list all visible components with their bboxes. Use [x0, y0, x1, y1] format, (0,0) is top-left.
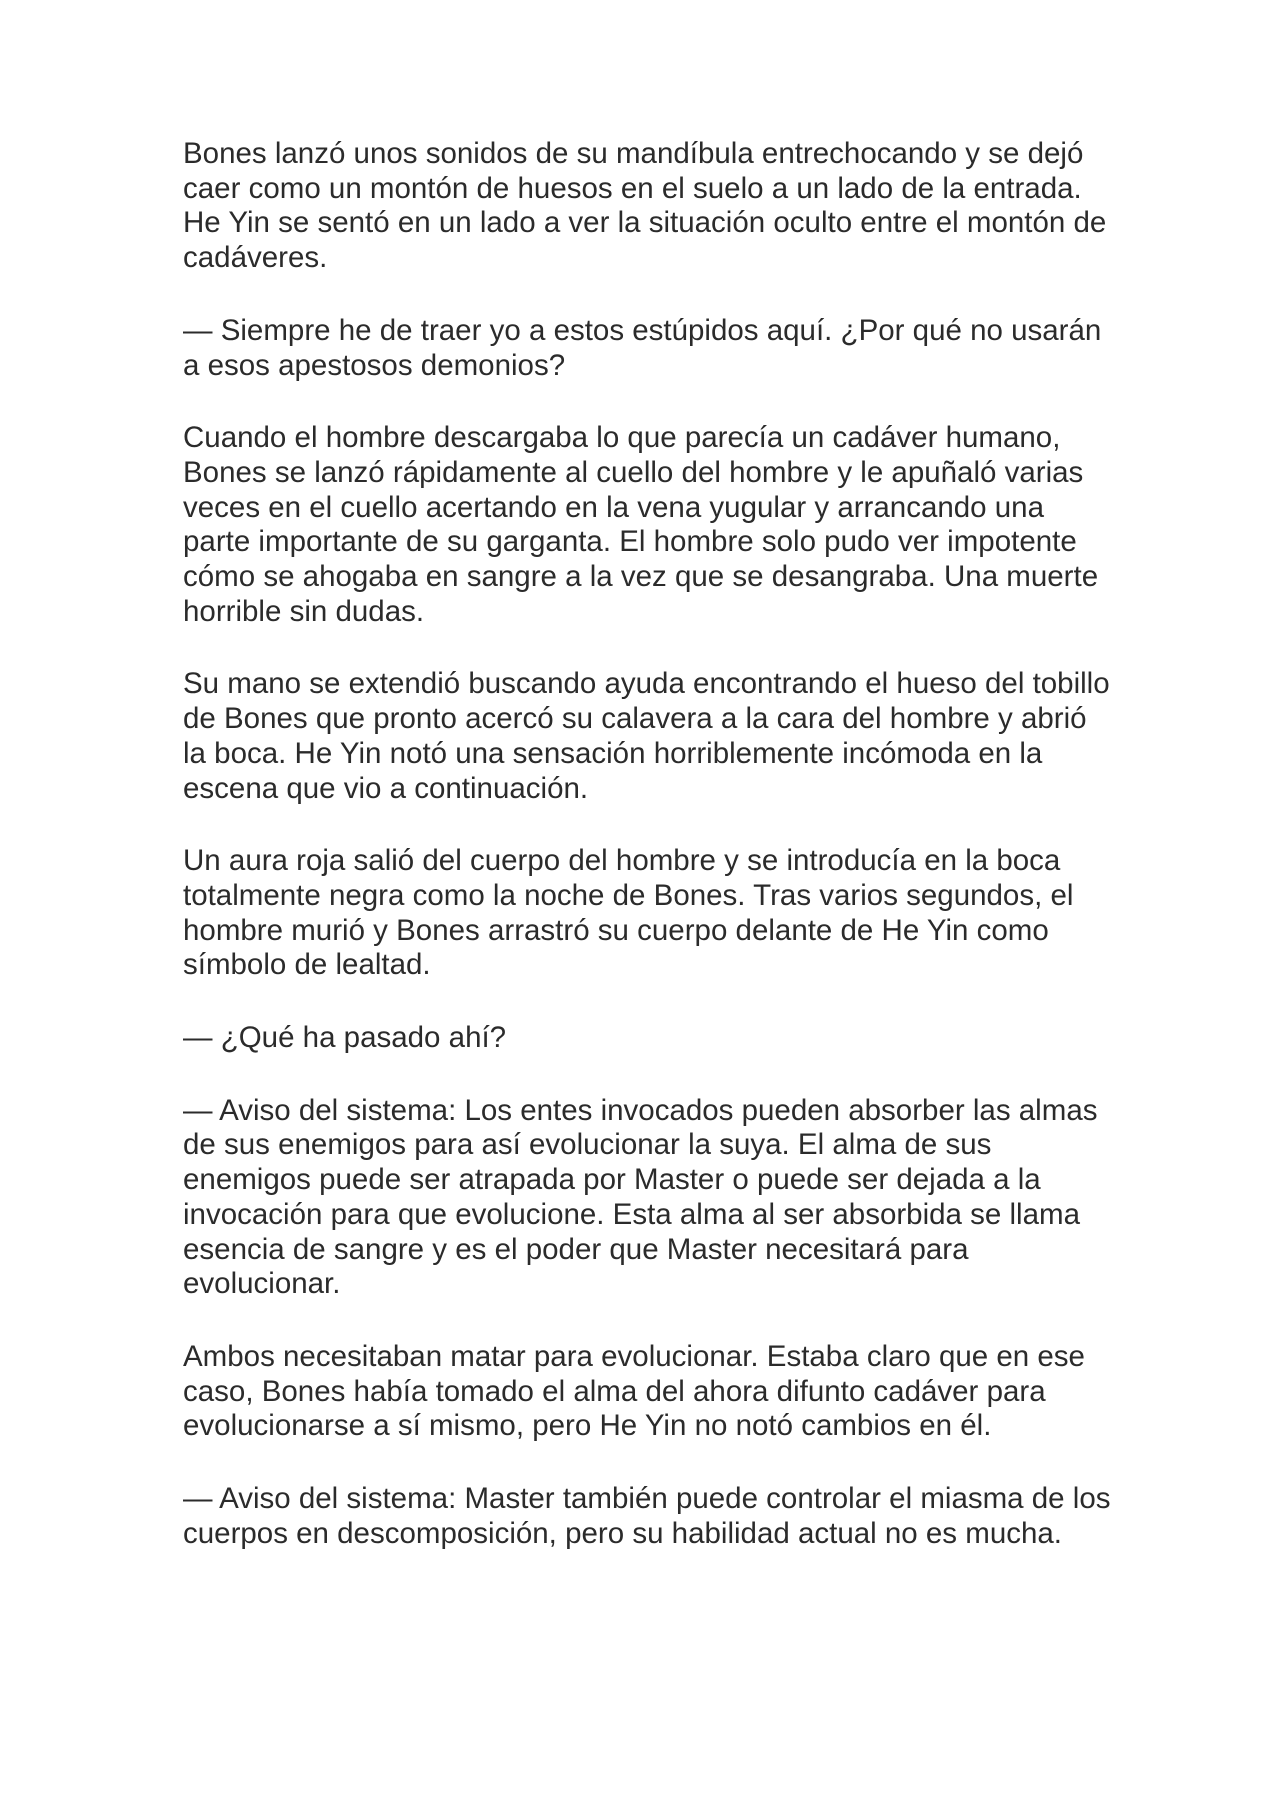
document-page [183, 137, 1113, 1590]
paragraph-1: Bones lanzó unos sonidos de su mandíbula entrechocando y se dejó caer como un montón de huesos en el suelo a un lado de la entrada. He Yin se sentó en un lado a ver la situación oculto entre el montón de cadáveres. [183, 137, 1107, 275]
paragraph-8: Ambos necesitaban matar para evolucionar. Estaba claro que en ese caso, Bones había tomado el alma del ahora difunto cadáver para evolucionarse a sí mismo, pero He Yin no notó cambios en él. [183, 1339, 1085, 1443]
paragraph-4: Su mano se extendió buscando ayuda encontrando el hueso del tobillo de Bones que pronto acercó su calavera a la cara del hombre y abrió la boca. He Yin notó una sensación horriblemente incómoda en la escena que vio a continuación. [183, 667, 1110, 805]
paragraph-6-dialogue: — ¿Qué ha pasado ahí? [183, 1021, 507, 1055]
paragraph-3: Cuando el hombre descargaba lo que parecía un cadáver humano, Bones se lanzó rápidamente al cuello del hombre y le apuñaló varias veces en el cuello acertando en la vena yugular y arrancando una parte importante de su garganta. El hombre solo pudo ver impotente cómo se ahogaba en sangre a la vez que se desangraba. Una muerte horrible sin dudas. [183, 421, 1099, 628]
paragraph-5: Un aura roja salió del cuerpo del hombre y se introducía en la boca totalmente negra como la noche de Bones. Tras varios segundos, el hombre murió y Bones arrastró su cuerpo delante de He Yin como símbolo de lealtad. [183, 844, 1074, 982]
paragraph-2-dialogue: — Siempre he de traer yo a estos estúpidos aquí. ¿Por qué no usarán a esos apestosos demonios? [183, 313, 1102, 382]
paragraph-9-system-notice: — Aviso del sistema: Master también puede controlar el miasma de los cuerpos en descomposición, pero su habilidad actual no es mucha. [183, 1482, 1111, 1550]
paragraph-7-system-notice: — Aviso del sistema: Los entes invocados pueden absorber las almas de sus enemigos para así evolucionar la suya. El alma de sus enemigos puede ser atrapada por Master o puede ser dejada a la invocación para que evolucione. Esta alma al ser absorbida se llama esencia de sangre y es el poder que Master necesitará para evolucionar. [183, 1093, 1098, 1301]
